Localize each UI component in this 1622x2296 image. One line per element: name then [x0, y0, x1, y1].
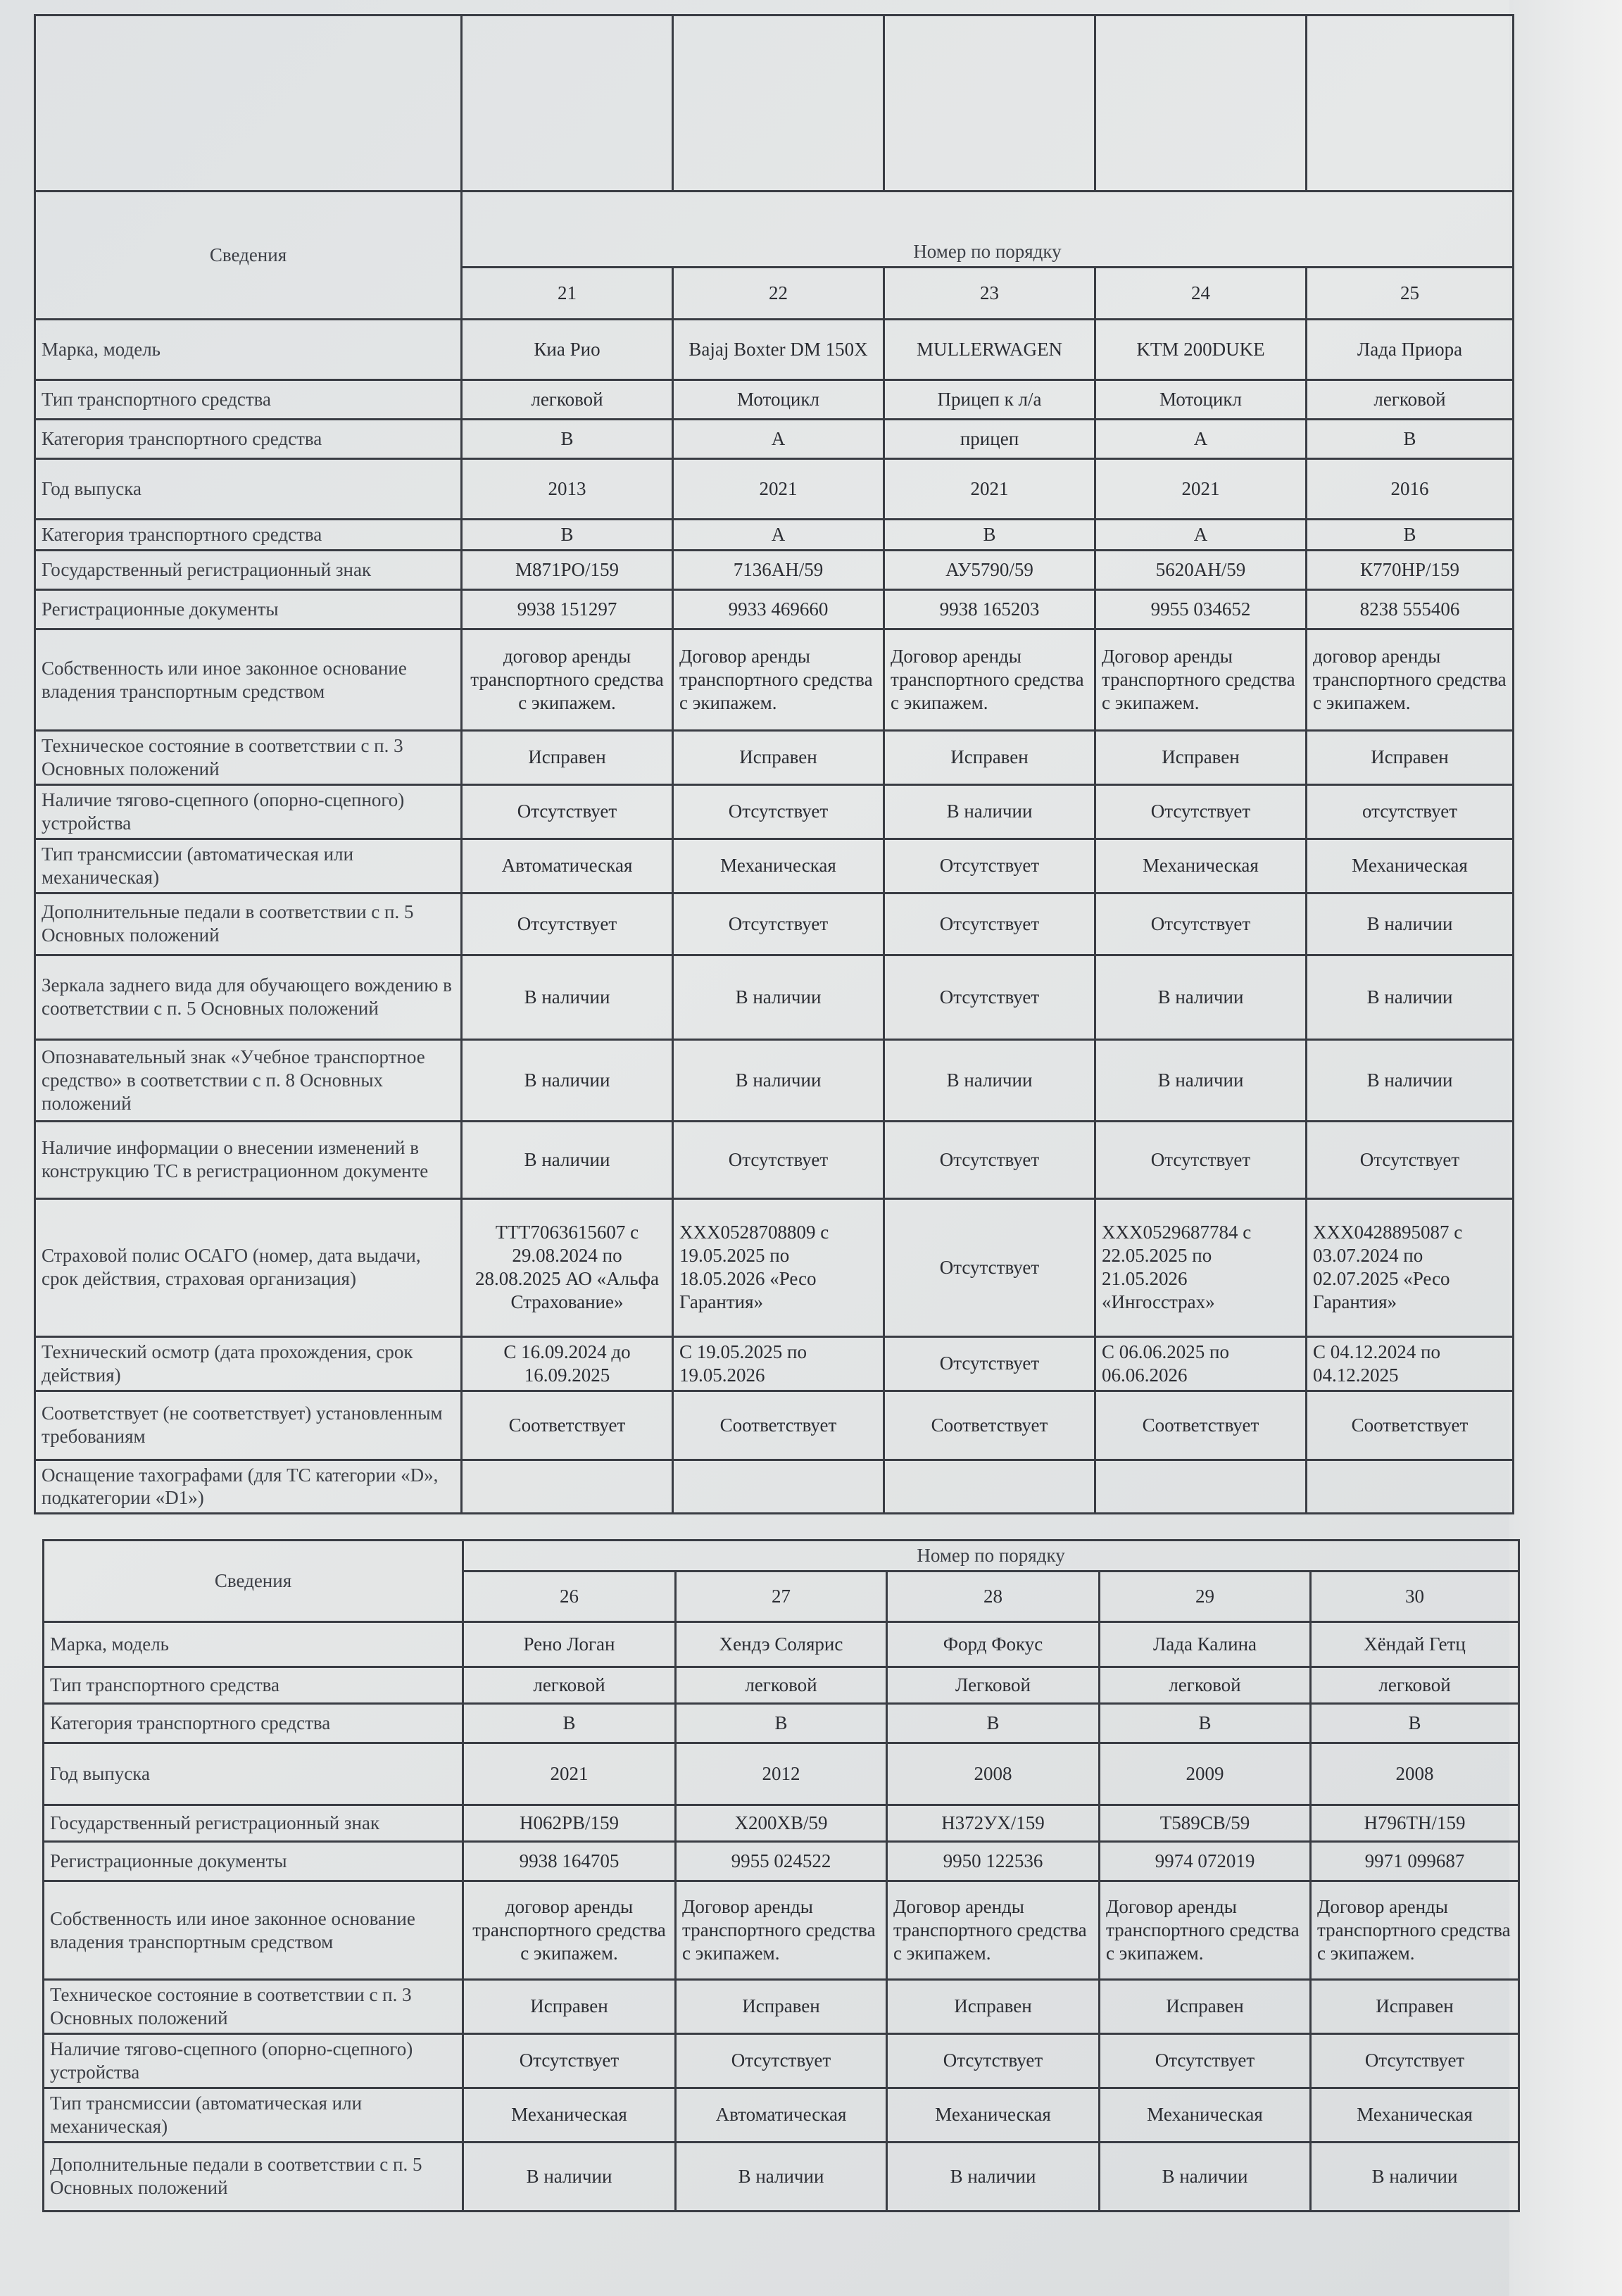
row-value: Автоматическая: [462, 839, 673, 893]
table-row: [44, 1704, 1519, 1743]
row-value: Н062РВ/159: [463, 1805, 676, 1842]
row-value: В наличии: [884, 1039, 1095, 1121]
row-value: 9938 165203: [884, 590, 1095, 629]
row-value: В наличии: [462, 1039, 673, 1121]
table-header-row: [44, 1541, 1519, 1572]
row-value: Исправен: [1100, 1980, 1311, 2034]
row-value: KTM 200DUKE: [1095, 320, 1307, 380]
vehicle-number: 26: [463, 1572, 676, 1622]
table-row: [35, 955, 1514, 1039]
table-row: [35, 1460, 1514, 1514]
row-value: Исправен: [463, 1980, 676, 2034]
row-value: АУ5790/59: [884, 551, 1095, 590]
row-value: Механическая: [1100, 2088, 1311, 2142]
row-label: Опознавательный знак «Учебное транспортное средство» в соответствии с п. 8 Основных положений: [35, 1039, 462, 1121]
header-caption: Номер по порядку: [462, 192, 1514, 268]
row-label: Тип трансмиссии (автоматическая или механическая): [35, 839, 462, 893]
row-value: Хендэ Солярис: [676, 1622, 887, 1667]
row-value: С 06.06.2025 по 06.06.2026: [1095, 1336, 1307, 1391]
row-value: XXX0528708809 с 19.05.2025 по 18.05.2026 «Ресо Гарантия»: [673, 1198, 884, 1336]
row-value: В наличии: [1311, 2142, 1519, 2211]
row-value: B: [887, 1704, 1100, 1743]
table-row: [35, 629, 1514, 731]
row-value: 9974 072019: [1100, 1842, 1311, 1881]
row-value: Исправен: [1307, 731, 1514, 785]
row-value: XXX0428895087 с 03.07.2024 по 02.07.2025 «Ресо Гарантия»: [1307, 1198, 1514, 1336]
row-value: Договор аренды транспортного средства с экипажем.: [1100, 1881, 1311, 1980]
row-value: 9955 034652: [1095, 590, 1307, 629]
row-value: Исправен: [884, 731, 1095, 785]
row-label: Категория транспортного средства: [35, 520, 462, 551]
row-value: Н372УХ/159: [887, 1805, 1100, 1842]
table-row: [44, 1622, 1519, 1667]
table-row: [35, 839, 1514, 893]
row-value: Отсутствует: [673, 784, 884, 839]
row-label: Категория транспортного средства: [44, 1704, 463, 1743]
row-value: Отсутствует: [884, 955, 1095, 1039]
row-value: B: [1100, 1704, 1311, 1743]
row-value: Отсутствует: [1095, 1121, 1307, 1198]
row-value: Рено Логан: [463, 1622, 676, 1667]
row-label: Собственность или иное законное основание владения транспортным средством: [44, 1881, 463, 1980]
row-value: Отсутствует: [462, 784, 673, 839]
row-value: Отсутствует: [884, 1121, 1095, 1198]
row-value: 9950 122536: [887, 1842, 1100, 1881]
table-row: [35, 784, 1514, 839]
row-value: Отсутствует: [1311, 2033, 1519, 2088]
table-cell: [1307, 15, 1514, 192]
row-value: [462, 1460, 673, 1514]
row-value: В наличии: [676, 2142, 887, 2211]
table-row: [35, 893, 1514, 955]
table-row: [35, 1391, 1514, 1460]
table-row: [44, 2033, 1519, 2088]
row-value: Механическая: [463, 2088, 676, 2142]
row-value: XXX0529687784 с 22.05.2025 по 21.05.2026 «Ингосстрах»: [1095, 1198, 1307, 1336]
row-label: Техническое состояние в соответствии с п. 3 Основных положений: [35, 731, 462, 785]
row-value: Прицеп к л/а: [884, 380, 1095, 420]
row-label: Государственный регистрационный знак: [35, 551, 462, 590]
row-value: Хёндай Гетц: [1311, 1622, 1519, 1667]
row-label: Тип трансмиссии (автоматическая или механическая): [44, 2088, 463, 2142]
row-value: легковой: [462, 380, 673, 420]
row-value: К770НР/159: [1307, 551, 1514, 590]
table-row: [35, 420, 1514, 459]
table-row: [44, 2142, 1519, 2211]
table-row: [44, 1881, 1519, 1980]
row-value: [673, 1460, 884, 1514]
row-value: B: [676, 1704, 887, 1743]
row-label: Дополнительные педали в соответствии с п. 5 Основных положений: [44, 2142, 463, 2211]
table-header-row: [35, 192, 1514, 268]
row-value: легковой: [1307, 380, 1514, 420]
row-value: A: [1095, 420, 1307, 459]
row-value: 2016: [1307, 459, 1514, 520]
row-value: Отсутствует: [673, 1121, 884, 1198]
row-value: В наличии: [1095, 1039, 1307, 1121]
row-value: 9955 024522: [676, 1842, 887, 1881]
row-value: 9971 099687: [1311, 1842, 1519, 1881]
row-value: Отсутствует: [884, 1336, 1095, 1391]
row-value: Отсутствует: [1100, 2033, 1311, 2088]
vehicle-number: 27: [676, 1572, 887, 1622]
row-value: B: [884, 520, 1095, 551]
row-value: Отсутствует: [673, 893, 884, 955]
row-label: Год выпуска: [44, 1743, 463, 1805]
row-value: Договор аренды транспортного средства с экипажем.: [887, 1881, 1100, 1980]
row-label: Техническое состояние в соответствии с п. 3 Основных положений: [44, 1980, 463, 2034]
table-row: [44, 1743, 1519, 1805]
row-value: Договор аренды транспортного средства с экипажем.: [884, 629, 1095, 731]
row-value: В наличии: [884, 784, 1095, 839]
row-value: 9933 469660: [673, 590, 884, 629]
row-label: Марка, модель: [44, 1622, 463, 1667]
row-value: Соответствует: [884, 1391, 1095, 1460]
table-row: [44, 1842, 1519, 1881]
row-value: 9938 151297: [462, 590, 673, 629]
row-value: Отсутствует: [462, 893, 673, 955]
row-value: Форд Фокус: [887, 1622, 1100, 1667]
row-label: Год выпуска: [35, 459, 462, 520]
row-value: Исправен: [676, 1980, 887, 2034]
table-cell: [884, 15, 1095, 192]
table-body: [35, 320, 1514, 1514]
row-label: Зеркала заднего вида для обучающего вождению в соответствии с п. 5 Основных положений: [35, 955, 462, 1039]
row-value: Легковой: [887, 1667, 1100, 1704]
row-value: 2012: [676, 1743, 887, 1805]
row-value: Механическая: [887, 2088, 1100, 2142]
table-cell: [673, 15, 884, 192]
row-value: Т589СВ/59: [1100, 1805, 1311, 1842]
vehicle-number: 22: [673, 268, 884, 320]
row-value: Механическая: [1307, 839, 1514, 893]
row-value: Исправен: [673, 731, 884, 785]
table-cell: [1095, 15, 1307, 192]
row-value: [1307, 1460, 1514, 1514]
row-value: Договор аренды транспортного средства с экипажем.: [1311, 1881, 1519, 1980]
table-row: [35, 1198, 1514, 1336]
row-value: Исправен: [887, 1980, 1100, 2034]
row-value: Отсутствует: [1307, 1121, 1514, 1198]
table-row: [35, 1336, 1514, 1391]
row-label: Собственность или иное законное основание владения транспортным средством: [35, 629, 462, 731]
row-value: 2013: [462, 459, 673, 520]
row-value: 2008: [887, 1743, 1100, 1805]
table-row: [35, 380, 1514, 420]
row-value: договор аренды транспортного средства с экипажем.: [462, 629, 673, 731]
row-value: B: [1311, 1704, 1519, 1743]
row-label: Марка, модель: [35, 320, 462, 380]
row-value: [1095, 1460, 1307, 1514]
row-value: Договор аренды транспортного средства с экипажем.: [1095, 629, 1307, 731]
row-value: 2021: [1095, 459, 1307, 520]
row-value: В наличии: [1307, 1039, 1514, 1121]
paper-edge: [1509, 0, 1622, 2296]
row-value: Автоматическая: [676, 2088, 887, 2142]
row-value: легковой: [1100, 1667, 1311, 1704]
row-value: Исправен: [462, 731, 673, 785]
row-value: Отсутствует: [463, 2033, 676, 2088]
row-value: 2021: [673, 459, 884, 520]
table-row: [35, 1039, 1514, 1121]
row-value: A: [673, 520, 884, 551]
table-cell: [462, 15, 673, 192]
row-value: В наличии: [673, 1039, 884, 1121]
row-value: отсутствует: [1307, 784, 1514, 839]
row-value: Отсутствует: [676, 2033, 887, 2088]
row-value: легковой: [1311, 1667, 1519, 1704]
row-value: Механическая: [1095, 839, 1307, 893]
row-value: Исправен: [1095, 731, 1307, 785]
vehicle-number: 30: [1311, 1572, 1519, 1622]
row-value: Соответствует: [462, 1391, 673, 1460]
row-value: Мотоцикл: [673, 380, 884, 420]
row-label: Оснащение тахографами (для ТС категории «D», подкатегории «D1»): [35, 1460, 462, 1514]
row-label: Регистрационные документы: [35, 590, 462, 629]
row-value: С 16.09.2024 до 16.09.2025: [462, 1336, 673, 1391]
table-cell: [35, 15, 462, 192]
row-label: Страховой полис ОСАГО (номер, дата выдачи, срок действия, страховая организация): [35, 1198, 462, 1336]
row-value: Механическая: [1311, 2088, 1519, 2142]
row-value: 7136АН/59: [673, 551, 884, 590]
vehicle-number: 23: [884, 268, 1095, 320]
row-value: 2021: [884, 459, 1095, 520]
row-value: договор аренды транспортного средства с экипажем.: [463, 1881, 676, 1980]
row-value: Н796ТН/159: [1311, 1805, 1519, 1842]
table-row: [44, 1980, 1519, 2034]
row-value: В наличии: [1307, 955, 1514, 1039]
row-value: ТТТ7063615607 с 29.08.2024 по 28.08.2025 АО «Альфа Страхование»: [462, 1198, 673, 1336]
row-value: A: [1095, 520, 1307, 551]
row-value: В наличии: [673, 955, 884, 1039]
row-value: Договор аренды транспортного средства с экипажем.: [676, 1881, 887, 1980]
vehicle-table-26-30: [42, 1539, 1520, 2212]
row-value: договор аренды транспортного средства с экипажем.: [1307, 629, 1514, 731]
table-row: [35, 1121, 1514, 1198]
row-value: Отсутствует: [887, 2033, 1100, 2088]
row-value: Соответствует: [1095, 1391, 1307, 1460]
table-row: [35, 590, 1514, 629]
row-value: B: [462, 520, 673, 551]
row-value: 5620АН/59: [1095, 551, 1307, 590]
row-value: Мотоцикл: [1095, 380, 1307, 420]
row-value: Исправен: [1311, 1980, 1519, 2034]
vehicle-number: 24: [1095, 268, 1307, 320]
row-value: Договор аренды транспортного средства с экипажем.: [673, 629, 884, 731]
table-row: [35, 551, 1514, 590]
header-label: Сведения: [35, 192, 462, 320]
row-value: MULLERWAGEN: [884, 320, 1095, 380]
row-label: Наличие тягово-сцепного (опорно-сцепного) устройства: [44, 2033, 463, 2088]
row-value: С 19.05.2025 по 19.05.2026: [673, 1336, 884, 1391]
row-label: Категория транспортного средства: [35, 420, 462, 459]
table-row: [35, 731, 1514, 785]
row-value: B: [1307, 420, 1514, 459]
vehicle-number: 28: [887, 1572, 1100, 1622]
row-value: Bajaj Boxter DM 150X: [673, 320, 884, 380]
header-label: Сведения: [44, 1541, 463, 1622]
row-value: 8238 555406: [1307, 590, 1514, 629]
row-value: В наличии: [463, 2142, 676, 2211]
table-row: [35, 520, 1514, 551]
row-value: Х200ХВ/59: [676, 1805, 887, 1842]
row-value: легковой: [676, 1667, 887, 1704]
table-row: [35, 459, 1514, 520]
row-value: В наличии: [1307, 893, 1514, 955]
table-row: [44, 1805, 1519, 1842]
row-value: Механическая: [673, 839, 884, 893]
table-body: [44, 1622, 1519, 2212]
vehicle-table-21-25: [34, 14, 1514, 1514]
table-row: [35, 320, 1514, 380]
vehicle-number: 25: [1307, 268, 1514, 320]
row-value: 9938 164705: [463, 1842, 676, 1881]
row-label: Регистрационные документы: [44, 1842, 463, 1881]
row-label: Государственный регистрационный знак: [44, 1805, 463, 1842]
row-value: В наличии: [462, 1121, 673, 1198]
table-row: [44, 1667, 1519, 1704]
row-value: Лада Приора: [1307, 320, 1514, 380]
table-row: [44, 2088, 1519, 2142]
row-value: Киа Рио: [462, 320, 673, 380]
row-value: M871PO/159: [462, 551, 673, 590]
row-value: A: [673, 420, 884, 459]
row-label: Дополнительные педали в соответствии с п. 5 Основных положений: [35, 893, 462, 955]
row-value: Отсутствует: [884, 893, 1095, 955]
vehicle-number: 21: [462, 268, 673, 320]
row-value: В наличии: [1100, 2142, 1311, 2211]
row-value: Отсутствует: [1095, 893, 1307, 955]
row-label: Технический осмотр (дата прохождения, срок действия): [35, 1336, 462, 1391]
row-value: В наличии: [887, 2142, 1100, 2211]
row-value: Лада Калина: [1100, 1622, 1311, 1667]
row-value: прицеп: [884, 420, 1095, 459]
row-value: Отсутствует: [1095, 784, 1307, 839]
row-value: [884, 1460, 1095, 1514]
row-value: Соответствует: [1307, 1391, 1514, 1460]
row-label: Наличие тягово-сцепного (опорно-сцепного) устройства: [35, 784, 462, 839]
row-value: 2021: [463, 1743, 676, 1805]
row-value: 2009: [1100, 1743, 1311, 1805]
row-label: Тип транспортного средства: [44, 1667, 463, 1704]
vehicle-number: 29: [1100, 1572, 1311, 1622]
row-value: Отсутствует: [884, 1198, 1095, 1336]
row-value: B: [1307, 520, 1514, 551]
row-value: Отсутствует: [884, 839, 1095, 893]
row-value: В наличии: [462, 955, 673, 1039]
header-caption: Номер по порядку: [463, 1541, 1519, 1572]
row-value: С 04.12.2024 по 04.12.2025: [1307, 1336, 1514, 1391]
row-value: B: [462, 420, 673, 459]
row-value: В наличии: [1095, 955, 1307, 1039]
row-value: легковой: [463, 1667, 676, 1704]
row-label: Наличие информации о внесении изменений в конструкцию ТС в регистрационном документе: [35, 1121, 462, 1198]
row-label: Тип транспортного средства: [35, 380, 462, 420]
row-label: Соответствует (не соответствует) установленным требованиям: [35, 1391, 462, 1460]
row-value: 2008: [1311, 1743, 1519, 1805]
row-value: Соответствует: [673, 1391, 884, 1460]
table-blank-top-row: [35, 15, 1514, 192]
row-value: B: [463, 1704, 676, 1743]
